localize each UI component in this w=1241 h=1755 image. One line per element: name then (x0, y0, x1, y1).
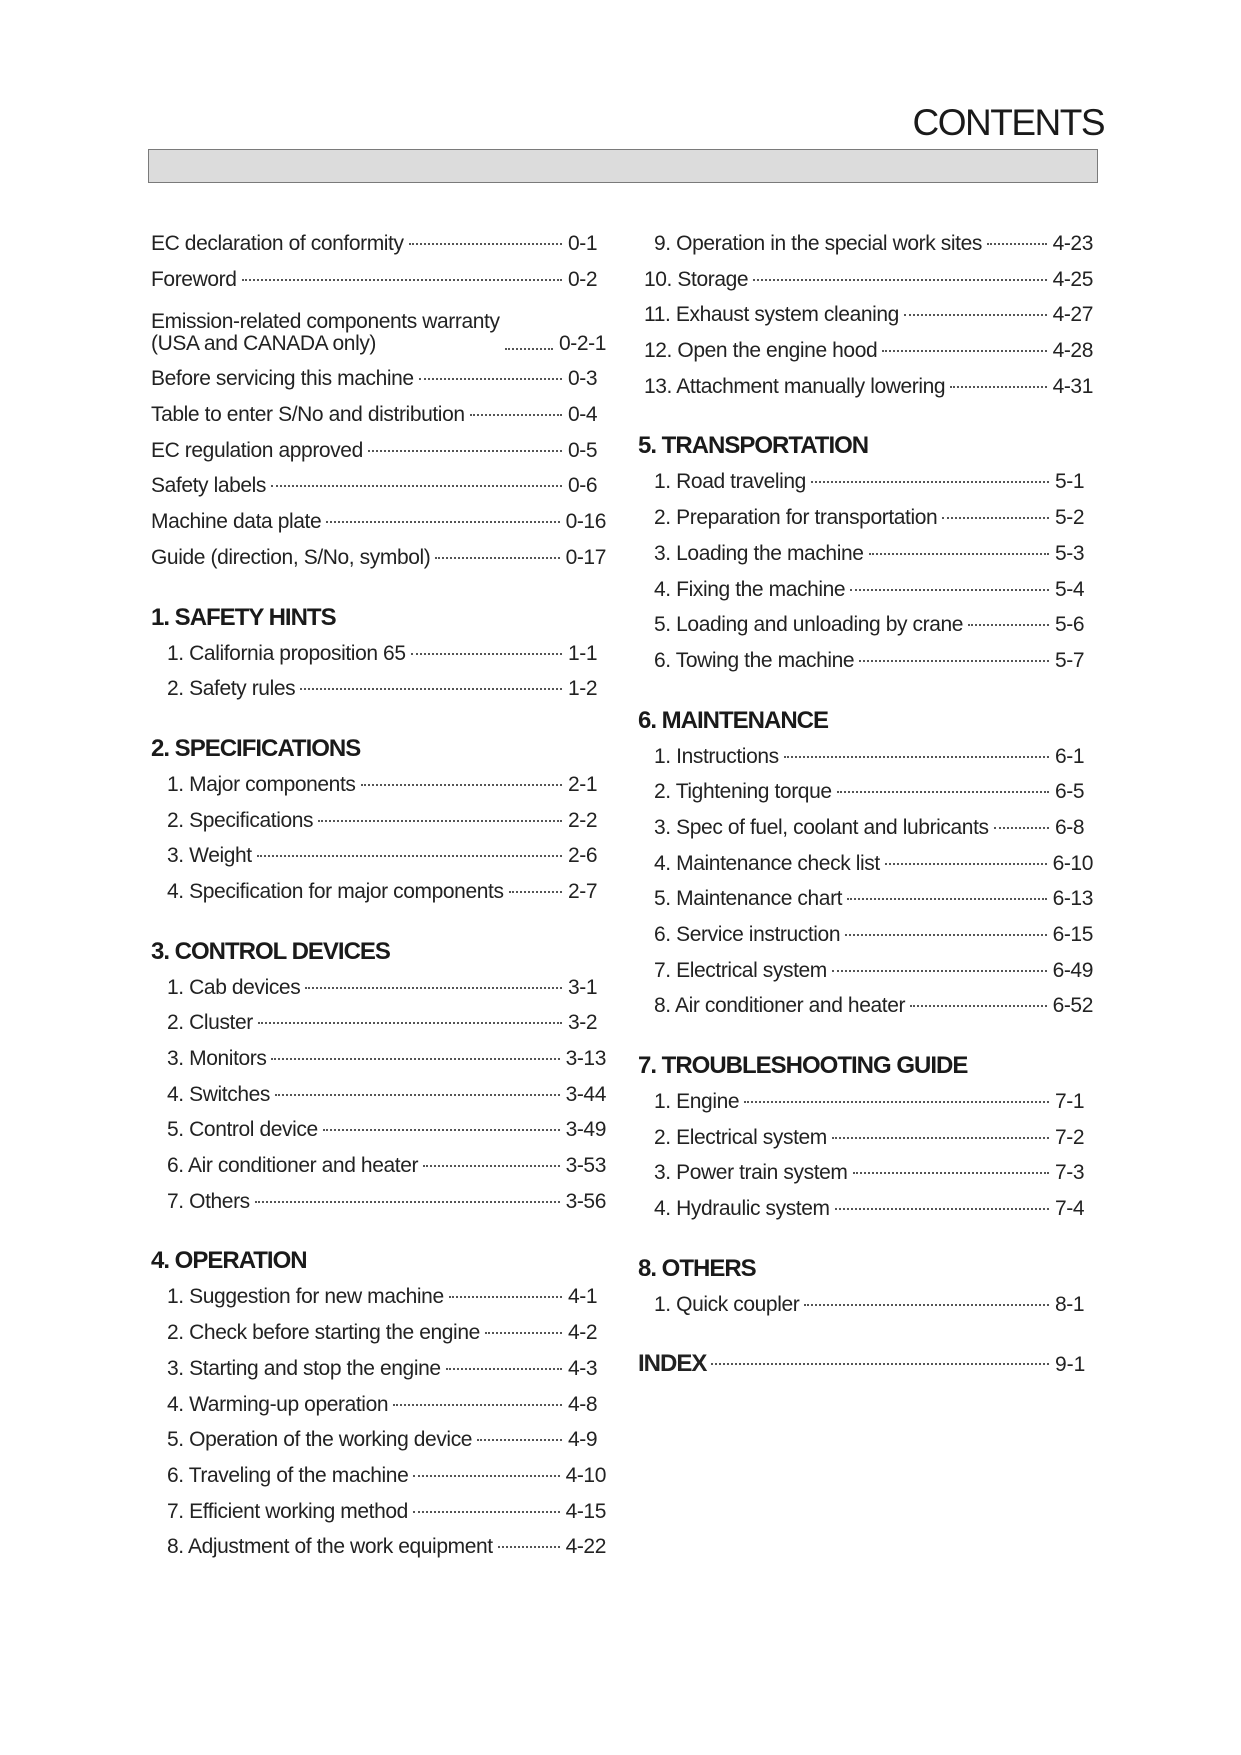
page-number: 0-16 (565, 510, 606, 534)
page-number: 7-3 (1055, 1161, 1085, 1185)
toc-entry[interactable]: 6. Service instruction 6-15 (638, 917, 1093, 953)
dot-leader (804, 1304, 1049, 1306)
dot-leader (968, 624, 1049, 626)
dot-leader (784, 756, 1049, 758)
dot-leader (271, 485, 562, 487)
toc-entry[interactable]: 9. Operation in the special work sites 4-23 (638, 226, 1093, 262)
toc-entry[interactable]: 8. Air conditioner and heater 6-52 (638, 988, 1093, 1024)
dot-leader (318, 820, 562, 822)
page-number: 6-10 (1052, 851, 1093, 875)
page-number: 3-53 (565, 1154, 606, 1178)
page-number: 4-22 (565, 1535, 606, 1559)
toc-entry[interactable]: 4. Switches 3-44 (151, 1077, 606, 1113)
page-number: 4-25 (1052, 267, 1093, 291)
page-number: 7-4 (1055, 1197, 1085, 1221)
page-number: 8-1 (1055, 1292, 1085, 1316)
dot-leader (242, 279, 563, 281)
page-number: 4-2 (568, 1321, 598, 1345)
dot-leader (904, 314, 1047, 316)
dot-leader (811, 481, 1049, 483)
toc-entry[interactable]: Foreword 0-2 (151, 262, 606, 298)
dot-leader (832, 970, 1047, 972)
toc-entry[interactable]: 4. Warming-up operation 4-8 (151, 1387, 606, 1423)
dot-leader (271, 1058, 559, 1060)
toc-entry[interactable]: 6. Air conditioner and heater 3-53 (151, 1148, 606, 1184)
toc-entry[interactable]: EC declaration of conformity 0-1 (151, 226, 606, 262)
toc-entry[interactable]: 3. Spec of fuel, coolant and lubricants 6-8 (638, 810, 1093, 846)
page-number: 4-28 (1052, 339, 1093, 363)
toc-entry[interactable]: 2. Safety rules 1-2 (151, 671, 606, 707)
dot-leader (832, 1137, 1049, 1139)
dot-leader (485, 1332, 562, 1334)
toc-entry[interactable]: 5. Operation of the working device 4-9 (151, 1422, 606, 1458)
dot-leader (323, 1129, 560, 1131)
page-number: 0-1 (568, 232, 598, 255)
dot-leader (446, 1368, 562, 1370)
dot-leader (850, 589, 1049, 591)
page-number: 4-8 (568, 1392, 598, 1416)
dot-leader (885, 863, 1047, 865)
toc-entry[interactable]: 3. Monitors 3-13 (151, 1041, 606, 1077)
page-number: 3-2 (568, 1011, 598, 1035)
toc-entry[interactable]: 7. Efficient working method 4-15 (151, 1494, 606, 1530)
section-heading-operation[interactable]: 4. OPERATION (151, 1247, 307, 1275)
page-number: 5-1 (1055, 470, 1085, 494)
section-heading-safety-hints[interactable]: 1. SAFETY HINTS (151, 603, 336, 631)
dot-leader (847, 898, 1046, 900)
toc-entry[interactable]: EC regulation approved 0-5 (151, 433, 606, 469)
dot-leader (305, 987, 562, 989)
dot-leader (744, 1101, 1049, 1103)
toc-entry[interactable]: 7. Electrical system 6-49 (638, 953, 1093, 989)
page-number: 6-52 (1052, 994, 1093, 1018)
dot-leader (477, 1439, 562, 1441)
toc-entry[interactable]: 6. Towing the machine 5-7 (638, 643, 1093, 679)
toc-entry[interactable]: 3. Weight 2-6 (151, 838, 606, 874)
page-number: 4-27 (1052, 303, 1093, 327)
dot-leader (505, 348, 553, 350)
dot-leader (275, 1094, 560, 1096)
page-number: 7-2 (1055, 1125, 1085, 1149)
dot-leader (393, 1404, 562, 1406)
toc-entry[interactable]: 2. Electrical system 7-2 (638, 1120, 1093, 1156)
dot-leader (470, 414, 562, 416)
title-bar (148, 149, 1098, 183)
page-number: 3-49 (565, 1118, 606, 1142)
toc-right-column (638, 226, 1093, 1383)
toc-entry[interactable]: 1. Quick coupler 8-1 (638, 1287, 1093, 1323)
dot-leader (837, 791, 1049, 793)
toc-entry[interactable]: 7. Others 3-56 (151, 1184, 606, 1220)
toc-entry[interactable]: 1. Road traveling 5-1 (638, 464, 1093, 500)
toc-entry[interactable]: 4. Fixing the machine 5-4 (638, 572, 1093, 608)
page-number: 6-15 (1052, 923, 1093, 946)
toc-entry[interactable]: 10. Storage 4-25 (638, 262, 1093, 298)
dot-leader (835, 1208, 1049, 1210)
dot-leader (361, 784, 563, 786)
page-number: 7-1 (1055, 1090, 1085, 1114)
toc-entry[interactable]: 1. Instructions 6-1 (638, 739, 1093, 775)
front-matter-list (151, 226, 606, 576)
toc-entry[interactable]: Table to enter S/No and distribution 0-4 (151, 397, 606, 433)
page-number: 2-7 (568, 879, 598, 903)
dot-leader (413, 1475, 559, 1477)
dot-leader (409, 243, 562, 245)
dot-leader (753, 279, 1046, 281)
toc-entry[interactable]: Before servicing this machine 0-3 (151, 361, 606, 397)
page-number: 5-2 (1055, 506, 1085, 530)
page-number: 2-6 (568, 844, 598, 868)
section-heading-troubleshooting[interactable]: 7. TROUBLESHOOTING GUIDE (638, 1052, 968, 1080)
dot-leader (300, 688, 562, 690)
page-number: 4-23 (1052, 232, 1093, 255)
toc-entry[interactable]: 4. Hydraulic system 7-4 (638, 1191, 1093, 1227)
section-heading-control-devices[interactable]: 3. CONTROL DEVICES (151, 937, 390, 965)
page-number: 0-2-1 (558, 332, 606, 356)
toc-entry[interactable]: 8. Adjustment of the work equipment 4-22 (151, 1529, 606, 1565)
toc-entry[interactable]: Emission-related components warranty (USA and CANADA only) 0-2-1 (151, 310, 606, 356)
dot-leader (853, 1172, 1050, 1174)
page-number: 0-3 (568, 367, 598, 391)
dot-leader (449, 1296, 562, 1298)
dot-leader (419, 378, 562, 380)
dot-leader (711, 1363, 1049, 1365)
dot-leader (987, 243, 1047, 245)
dot-leader (845, 934, 1046, 936)
toc-entry[interactable]: 5. Maintenance chart 6-13 (638, 881, 1093, 917)
dot-leader (869, 553, 1049, 555)
page-number: 5-3 (1055, 541, 1085, 565)
toc-entry[interactable]: Machine data plate 0-16 (151, 504, 606, 540)
toc-entry[interactable]: 12. Open the engine hood 4-28 (638, 333, 1093, 369)
toc-entry[interactable]: 6. Traveling of the machine 4-10 (151, 1458, 606, 1494)
toc-left-column (151, 226, 606, 1565)
page-number: 6-49 (1052, 958, 1093, 982)
page-number: 6-8 (1055, 815, 1085, 839)
page-number: 3-44 (565, 1082, 606, 1106)
page-number: 3-13 (565, 1047, 606, 1070)
toc-entry[interactable]: 2. Check before starting the engine 4-2 (151, 1315, 606, 1351)
page-number: 6-1 (1055, 744, 1085, 768)
dot-leader (910, 1005, 1046, 1007)
toc-entry[interactable]: 11. Exhaust system cleaning 4-27 (638, 297, 1093, 333)
page-number: 0-4 (568, 403, 598, 427)
toc-entry[interactable]: 1. Engine 7-1 (638, 1084, 1093, 1120)
page-number: 5-6 (1055, 613, 1085, 637)
toc-entry[interactable]: 2. Specifications 2-2 (151, 803, 606, 839)
toc-entry[interactable]: 5. Control device 3-49 (151, 1112, 606, 1148)
page-number: 0-5 (568, 438, 598, 462)
dot-leader (258, 1022, 562, 1024)
page-number: 3-1 (568, 975, 598, 999)
toc-entry[interactable]: 2. Cluster 3-2 (151, 1005, 606, 1041)
page-number: 0-17 (565, 545, 606, 569)
section-heading-others[interactable]: 8. OTHERS (638, 1254, 756, 1282)
dot-leader (413, 1511, 560, 1513)
page-number: 1-2 (568, 677, 598, 701)
dot-leader (509, 891, 562, 893)
page-number: 4-15 (565, 1499, 606, 1523)
page-number: 0-2 (568, 267, 598, 291)
dot-leader (255, 1201, 560, 1203)
toc-entry[interactable]: 4. Maintenance check list 6-10 (638, 846, 1093, 882)
page-number: 3-56 (565, 1189, 606, 1213)
page-number: 4-31 (1052, 374, 1093, 398)
dot-leader (257, 855, 562, 857)
page-number: 5-4 (1055, 577, 1085, 601)
toc-entry[interactable]: 3. Loading the machine 5-3 (638, 536, 1093, 572)
toc-entry[interactable]: 13. Attachment manually lowering 4-31 (638, 369, 1093, 405)
section-heading-specifications[interactable]: 2. SPECIFICATIONS (151, 734, 361, 762)
dot-leader (435, 557, 559, 559)
page-number: 4-3 (568, 1356, 598, 1380)
toc-entry[interactable]: 3. Starting and stop the engine 4-3 (151, 1351, 606, 1387)
toc-entry[interactable]: 2. Tightening torque 6-5 (638, 774, 1093, 810)
page-number: 0-6 (568, 474, 598, 498)
section-heading-maintenance[interactable]: 6. MAINTENANCE (638, 706, 829, 734)
toc-entry[interactable]: 1. Suggestion for new machine 4-1 (151, 1279, 606, 1315)
toc-entry[interactable]: Guide (direction, S/No, symbol) 0-17 (151, 540, 606, 576)
dot-leader (994, 827, 1049, 829)
dot-leader (368, 450, 562, 452)
page-number: 4-1 (568, 1285, 598, 1309)
section-heading-transportation[interactable]: 5. TRANSPORTATION (638, 432, 869, 460)
toc-entry[interactable]: 1. Major components 2-1 (151, 767, 606, 803)
page-number: 5-7 (1055, 648, 1085, 672)
toc-entry[interactable]: Safety labels 0-6 (151, 468, 606, 504)
toc-entry[interactable]: 1. Cab devices 3-1 (151, 970, 606, 1006)
dot-leader (859, 660, 1049, 662)
dot-leader (411, 653, 562, 655)
dot-leader (882, 350, 1046, 352)
page-number: 6-5 (1055, 780, 1085, 804)
toc-entry[interactable]: 5. Loading and unloading by crane 5-6 (638, 607, 1093, 643)
dot-leader (498, 1546, 560, 1548)
page-number: 2-1 (568, 772, 598, 796)
page-number: 9-1 (1055, 1352, 1086, 1376)
toc-entry[interactable]: 3. Power train system 7-3 (638, 1155, 1093, 1191)
dot-leader (423, 1165, 559, 1167)
page-title: CONTENTS (912, 102, 1104, 143)
page-number: 2-2 (568, 808, 598, 832)
toc-entry[interactable]: 2. Preparation for transportation 5-2 (638, 500, 1093, 536)
dot-leader (326, 521, 559, 523)
page-number: 6-13 (1052, 887, 1093, 911)
page-number: 4-10 (565, 1463, 606, 1487)
page-number: 1-1 (568, 641, 598, 665)
toc-entry[interactable]: 4. Specification for major components 2-7 (151, 874, 606, 910)
toc-entry[interactable]: 1. California proposition 65 1-1 (151, 636, 606, 672)
page-number: 4-9 (568, 1428, 598, 1452)
index-entry[interactable]: INDEX 9-1 (638, 1345, 1093, 1383)
dot-leader (942, 517, 1049, 519)
dot-leader (950, 386, 1046, 388)
